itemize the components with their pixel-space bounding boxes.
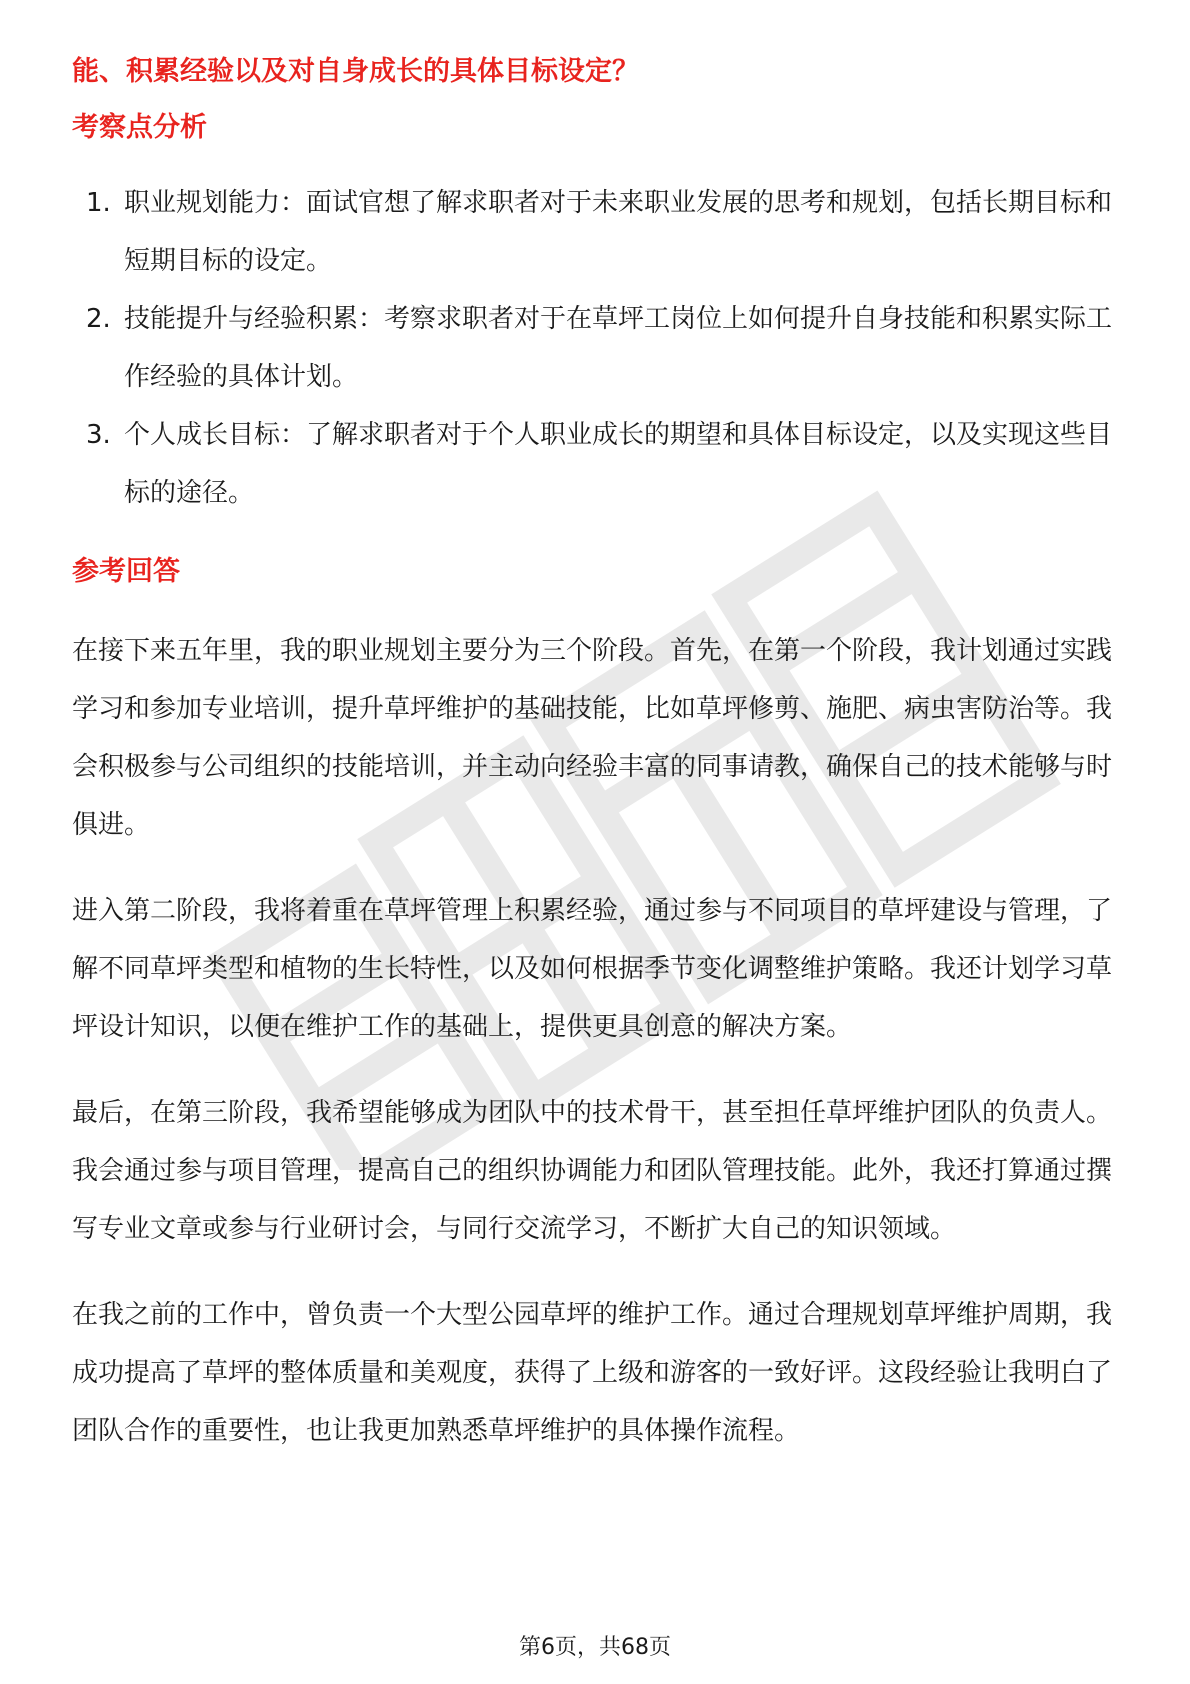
list-item-number: 3. [86,420,111,450]
list-item [72,174,1122,290]
list-item [72,406,1122,522]
analysis-list [72,174,1122,522]
list-item-text: 个人成长目标：了解求职者对于个人职业成长的期望和具体目标设定，以及实现这些目标的途径。 [124,420,1113,508]
list-item [72,290,1122,406]
list-item-number: 2. [86,304,111,334]
answer-paragraph: 进入第二阶段，我将着重在草坪管理上积累经验，通过参与不同项目的草坪建设与管理，了解不同草坪类型和植物的生长特性，以及如何根据季节变化调整维护策略。我还计划学习草坪设计知识，以便在维护工作的基础上，提供更具创意的解决方案。 [72,896,1113,1042]
list-item-text: 职业规划能力：面试官想了解求职者对于未来职业发展的思考和规划，包括长期目标和短期目标的设定。 [124,188,1113,276]
answer-paragraph: 在我之前的工作中，曾负责一个大型公园草坪的维护工作。通过合理规划草坪维护周期，我成功提高了草坪的整体质量和美观度，获得了上级和游客的一致好评。这段经验让我明白了团队合作的重要性，也让我更加熟悉草坪维护的具体操作流程。 [72,1300,1113,1446]
main-content [72,48,1122,1460]
answer-paragraph: 最后，在第三阶段，我希望能够成为团队中的技术骨干，甚至担任草坪维护团队的负责人。我会通过参与项目管理，提高自己的组织协调能力和团队管理技能。此外，我还打算通过撰写专业文章或参与行业研讨会，与同行交流学习，不断扩大自己的知识领域。 [72,1098,1113,1244]
answer-heading: 参考回答 [72,556,180,587]
page-number: 第6页，共68页 [519,1635,671,1660]
answer-paragraph: 在接下来五年里，我的职业规划主要分为三个阶段。首先，在第一个阶段，我计划通过实践学习和参加专业培训，提升草坪维护的基础技能，比如草坪修剪、施肥、病虫害防治等。我会积极参与公司组织的技能培训，并主动向经验丰富的同事请教，确保自己的技术能够与时俱进。 [72,636,1113,840]
list-item-text: 技能提升与经验积累：考察求职者对于在草坪工岗位上如何提升自身技能和积累实际工作经验的具体计划。 [124,304,1113,392]
analysis-heading: 考察点分析 [72,112,207,143]
list-item-number: 1. [86,188,111,218]
question-continuation: 能、积累经验以及对自身成长的具体目标设定？ [72,56,639,87]
